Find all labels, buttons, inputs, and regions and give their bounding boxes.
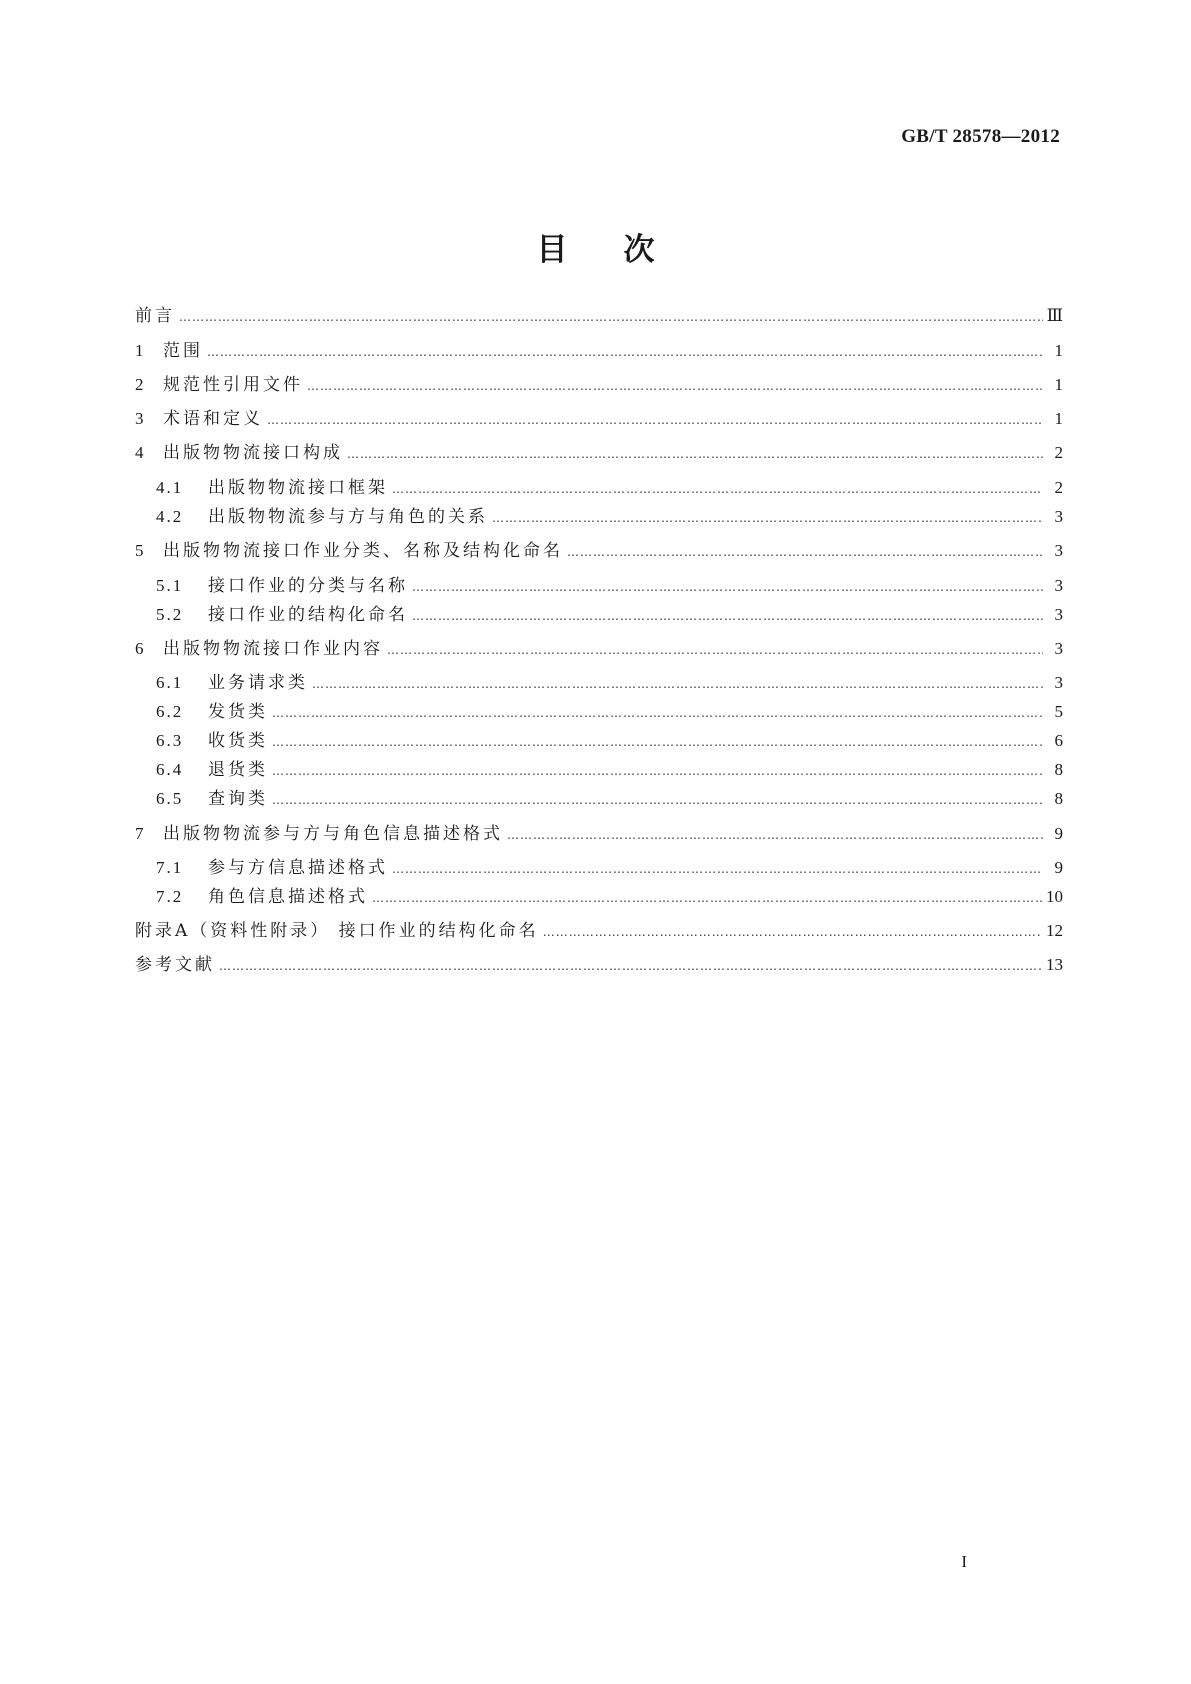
- toc-page-number: 1: [1054, 341, 1063, 360]
- toc-entry-6-1[interactable]: [156, 673, 1063, 694]
- toc-entry-title: 参考文献: [135, 955, 215, 975]
- toc-entry-6-2[interactable]: [156, 702, 1063, 723]
- toc-entry-6-4[interactable]: [156, 760, 1063, 781]
- toc-entry-4-2[interactable]: [156, 507, 1063, 528]
- toc-entry-title: 接口作业的结构化命名: [208, 605, 408, 625]
- toc-entry-4-1[interactable]: [156, 478, 1063, 499]
- toc-section-number: 7.2: [156, 887, 184, 906]
- toc-section-number: 1: [135, 341, 146, 360]
- toc-page-number: 2: [1054, 443, 1063, 462]
- toc-entry-title: 范围: [163, 341, 203, 361]
- toc-entry-foreword[interactable]: [135, 306, 1063, 327]
- toc-section-number: 7: [135, 824, 146, 843]
- toc-section-number: 4: [135, 443, 146, 462]
- toc-dot-leader: [307, 376, 1043, 396]
- toc-section-number: 6.5: [156, 789, 184, 808]
- toc-entry-6-3[interactable]: [156, 731, 1063, 752]
- toc-entry-7-2[interactable]: [156, 887, 1063, 908]
- toc-page-number: 5: [1054, 702, 1063, 721]
- toc-entry-title: 术语和定义: [163, 409, 263, 429]
- toc-dot-leader: [207, 342, 1043, 362]
- toc-entry-title: 发货类: [208, 702, 268, 722]
- toc-dot-leader: [372, 888, 1042, 908]
- toc-page-number: 3: [1054, 639, 1063, 658]
- toc-section-number: 6.2: [156, 702, 184, 721]
- toc-page-number: 3: [1054, 541, 1063, 560]
- toc-entry-2[interactable]: [135, 375, 1063, 396]
- toc-dot-leader: [392, 859, 1043, 879]
- toc-section-number: 6: [135, 639, 146, 658]
- toc-page-number: 6: [1054, 731, 1063, 750]
- toc-section-number: 3: [135, 409, 146, 428]
- toc-dot-leader: [312, 674, 1043, 694]
- toc-entry-title: 附录A（资料性附录） 接口作业的结构化命名: [135, 921, 539, 941]
- toc-entry-title: 退货类: [208, 760, 268, 780]
- toc-page-number: 3: [1054, 673, 1063, 692]
- toc-entry-5-2[interactable]: [156, 605, 1063, 626]
- toc-entry-6[interactable]: [135, 639, 1063, 660]
- standard-code: GB/T 28578—2012: [901, 126, 1060, 147]
- toc-entry-7[interactable]: [135, 824, 1063, 845]
- toc-page-number: 12: [1046, 921, 1063, 940]
- toc-section-number: 5: [135, 541, 146, 560]
- toc-page-number: 3: [1054, 507, 1063, 526]
- toc-section-number: 2: [135, 375, 146, 394]
- toc-entry-title: 出版物物流接口构成: [163, 443, 343, 463]
- toc-entry-title: 业务请求类: [208, 673, 308, 693]
- toc-entry-annex-a[interactable]: [135, 921, 1063, 942]
- toc-section-number: 7.1: [156, 858, 184, 877]
- toc-entry-5[interactable]: [135, 541, 1063, 562]
- toc-page-number: 3: [1054, 605, 1063, 624]
- toc-dot-leader: [507, 825, 1043, 845]
- toc-dot-leader: [412, 577, 1043, 597]
- toc-page-number: 13: [1046, 955, 1063, 974]
- toc-dot-leader: [272, 790, 1043, 810]
- toc-page-number: 3: [1054, 576, 1063, 595]
- toc-entry-1[interactable]: [135, 341, 1063, 362]
- toc-section-number: 4.1: [156, 478, 184, 497]
- toc-page-number: 9: [1054, 824, 1063, 843]
- toc-entry-7-1[interactable]: [156, 858, 1063, 879]
- toc-section-number: 6.3: [156, 731, 184, 750]
- toc-entry-title: 参与方信息描述格式: [208, 858, 388, 878]
- toc-dot-leader: [272, 761, 1043, 781]
- toc-page-number: 8: [1054, 789, 1063, 808]
- toc-entry-6-5[interactable]: [156, 789, 1063, 810]
- toc-dot-leader: [567, 542, 1043, 562]
- toc-page-number: 8: [1054, 760, 1063, 779]
- toc-section-number: 5.2: [156, 605, 184, 624]
- footer-page-number: I: [961, 1552, 967, 1571]
- toc-entry-5-1[interactable]: [156, 576, 1063, 597]
- toc-dot-leader: [392, 479, 1043, 499]
- toc-page-number: 9: [1054, 858, 1063, 877]
- toc-dot-leader: [272, 703, 1043, 723]
- toc-entry-title: 前言: [135, 306, 175, 326]
- toc-page-number: 1: [1054, 409, 1063, 428]
- toc-section-number: 5.1: [156, 576, 184, 595]
- toc-page-number: 2: [1054, 478, 1063, 497]
- page-title: 目次: [536, 232, 711, 268]
- toc-entry-title: 收货类: [208, 731, 268, 751]
- toc-entry-title: 角色信息描述格式: [208, 887, 368, 907]
- toc-entry-title: 规范性引用文件: [163, 375, 303, 395]
- toc-dot-leader: [179, 307, 1043, 327]
- toc-page-number: Ⅲ: [1046, 306, 1063, 325]
- toc-dot-leader: [347, 444, 1043, 464]
- toc-dot-leader: [272, 732, 1043, 752]
- toc-entry-title: 查询类: [208, 789, 268, 809]
- toc-page-number: 1: [1054, 375, 1063, 394]
- toc-dot-leader: [219, 956, 1042, 976]
- toc-dot-leader: [412, 606, 1043, 626]
- toc-entry-3[interactable]: [135, 409, 1063, 430]
- toc-section-number: 6.1: [156, 673, 184, 692]
- toc-dot-leader: [543, 922, 1042, 942]
- toc-entry-title: 出版物物流参与方与角色的关系: [208, 507, 488, 527]
- toc-entry-bibliography[interactable]: [135, 955, 1063, 976]
- toc-entry-title: 出版物物流接口作业分类、名称及结构化命名: [163, 541, 563, 561]
- toc-dot-leader: [387, 640, 1043, 660]
- toc-dot-leader: [267, 410, 1043, 430]
- toc-entry-title: 出版物物流接口作业内容: [163, 639, 383, 659]
- toc-page-number: 10: [1046, 887, 1063, 906]
- toc-entry-title: 出版物物流接口框架: [208, 478, 388, 498]
- toc-section-number: 6.4: [156, 760, 184, 779]
- toc-entry-4[interactable]: [135, 443, 1063, 464]
- toc-section-number: 4.2: [156, 507, 184, 526]
- toc-entry-title: 接口作业的分类与名称: [208, 576, 408, 596]
- toc-entry-title: 出版物物流参与方与角色信息描述格式: [163, 824, 503, 844]
- toc-dot-leader: [492, 508, 1043, 528]
